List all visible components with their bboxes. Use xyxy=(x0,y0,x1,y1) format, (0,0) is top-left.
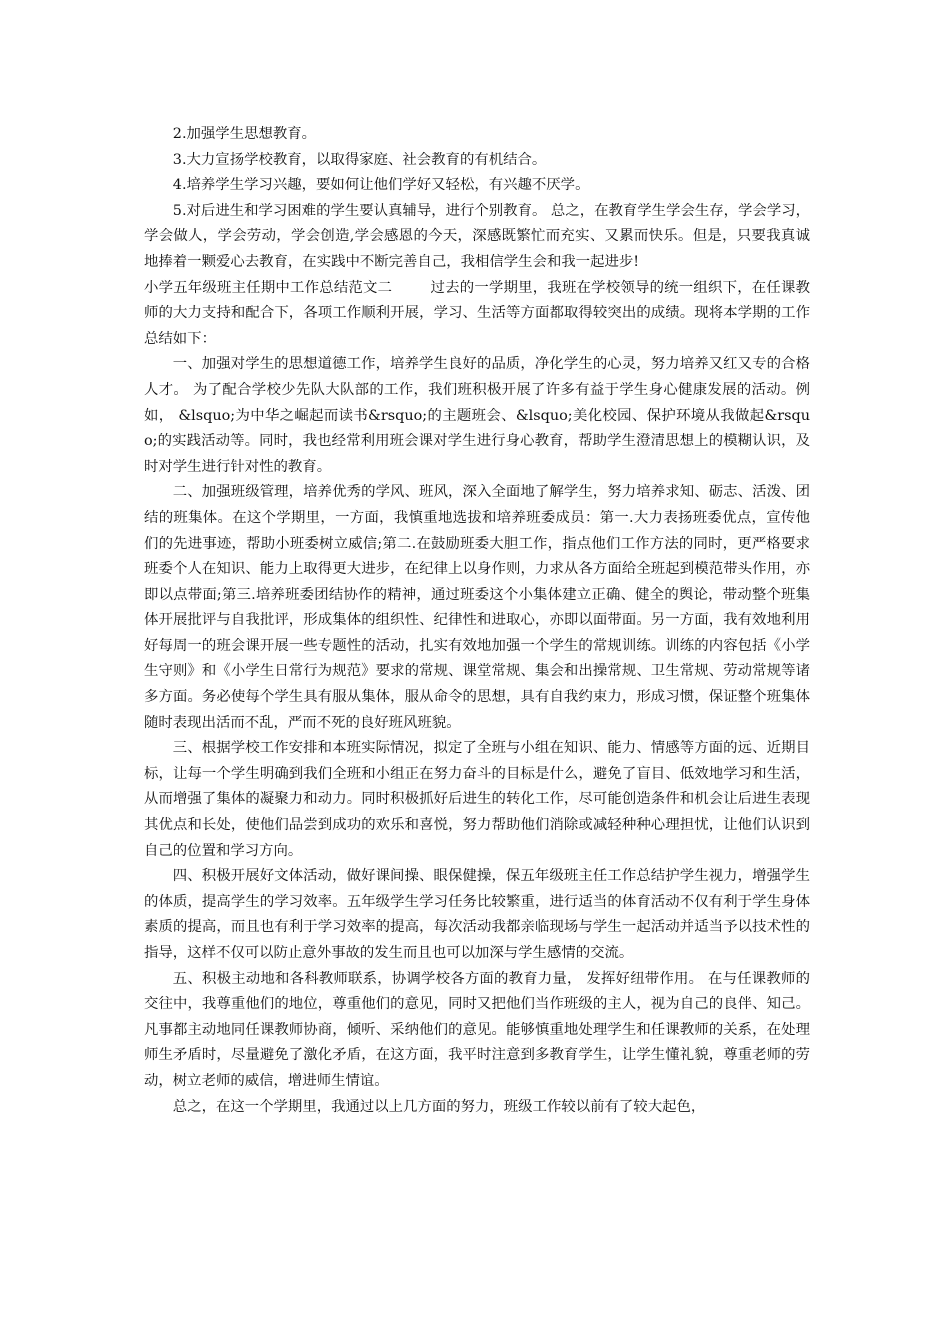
paragraph-6: 一、加强对学生的思想道德工作，培养学生良好的品质，净化学生的心灵，努力培养又红又专的合格人才。 为了配合学校少先队大队部的工作，我们班积极开展了许多有益于学生身心健康发展的活动。例如， &lsquo;为中华之崛起而读书&rsquo;的主题班会、&lsquo;美化校园、保护环境从我做起&rsquo;的实践活动等。同时，我也经常利用班会课对学生进行身心教育，帮助学生澄清思想上的模糊认识，及时对学生进行针对性的教育。 xyxy=(144,356,810,475)
paragraph-4: 5.对后进生和学习困难的学生要认真辅导，进行个别教育。 总之，在教育学生学会生存，学会学习，学会做人，学会劳动，学会创造,学会感恩的今天，深感既繁忙而充实、又累而快乐。但是，只要我真诚地捧着一颗爱心去教育，在实践中不断完善自己，我相信学生会和我一起进步! xyxy=(144,202,810,270)
paragraph-11: 总之，在这一个学期里，我通过以上几方面的努力，班级工作较以前有了较大起色， xyxy=(172,1098,706,1115)
paragraph-3: 4.培养学生学习兴趣，要如何让他们学好又轻松，有兴趣不厌学。 xyxy=(172,177,590,194)
paragraph-7: 二、加强班级管理，培养优秀的学风、班风，深入全面地了解学生，努力培养求知、砺志、活泼、团结的班集体。在这个学期里，一方面，我慎重地选拔和培养班委成员：第一.大力表扬班委优点，宣传他们的先进事迹，帮助小班委树立威信;第二.在鼓励班委大胆工作，指点他们工作方法的同时，更严格要求班委个人在知识、能力上取得更大进步，在纪律上以身作则，力求从各方面给全班起到模范带头作用，亦即以点带面;第三.培养班委团结协作的精神，通过班委这个小集体建立正确、健全的舆论，带动整个班集体开展批评与自我批评，形成集体的组织性、纪律性和进取心，亦即以面带面。另一方面，我有效地利用好每周一的班会课开展一些专题性的活动，扎实有效地加强一个学生的常规训练。训练的内容包括《小学生守则》和《小学生日常行为规范》要求的常规、课堂常规、集会和出操常规、卫生常规、劳动常规等诸多方面。务必使每个学生具有服从集体，服从命令的思想，具有自我约束力，形成习惯，保证整个班集体随时表现出活而不乱，严而不死的良好班风班貌。 xyxy=(144,484,810,731)
paragraph-1: 2.加强学生思想教育。 xyxy=(172,126,317,142)
paragraph-2: 3.大力宣扬学校教育，以取得家庭、社会教育的有机结合。 xyxy=(172,151,547,168)
paragraph-10: 五、积极主动地和各科教师联系，协调学校各方面的教育力量， 发挥好纽带作用。 在与任课教师的交往中，我尊重他们的地位，尊重他们的意见，同时又把他们当作班级的主人，视为自己的良伴、知己。凡事都主动地同任课教师协商，倾听、采纳他们的意见。能够慎重地处理学生和任课教师的关系，在处理师生矛盾时，尽量避免了激化矛盾，在这方面，我平时注意到多教育学生，让学生懂礼貌，尊重老师的劳动，树立老师的威信，增进师生情谊。 xyxy=(144,970,810,1089)
paragraph-9: 四、积极开展好文体活动，做好课间操、眼保健操，保五年级班主任工作总结护学生视力，增强学生的体质，提高学生的学习效率。五年级学生学习任务比较繁重，进行适当的体育活动不仅有利于学生身体素质的提高，而且也有利于学习效率的提高，每次活动我都亲临现场与学生一起活动并适当予以技术性的指导，这样不仅可以防止意外事故的发生而且也可以加深与学生感情的交流。 xyxy=(144,868,810,961)
document-page xyxy=(144,122,810,1120)
paragraph-8: 三、根据学校工作安排和本班实际情况，拟定了全班与小组在知识、能力、情感等方面的远、近期目标，让每一个学生明确到我们全班和小组正在努力奋斗的目标是什么，避免了盲目、低效地学习和生活，从而增强了集体的凝聚力和动力。同时积极抓好后进生的转化工作，尽可能创造条件和机会让后进生表现其优点和长处，使他们品尝到成功的欢乐和喜悦，努力帮助他们消除或减轻种种心理担忧，让他们认识到自己的位置和学习方向。 xyxy=(144,740,810,859)
section-title-paragraph: 小学五年级班主任期中工作总结范文二 过去的一学期里，我班在学校领导的统一组织下，在任课教师的大力支持和配合下，各项工作顺利开展，学习、生活等方面都取得较突出的成绩。现将本学期的工作总结如下： xyxy=(144,279,810,347)
